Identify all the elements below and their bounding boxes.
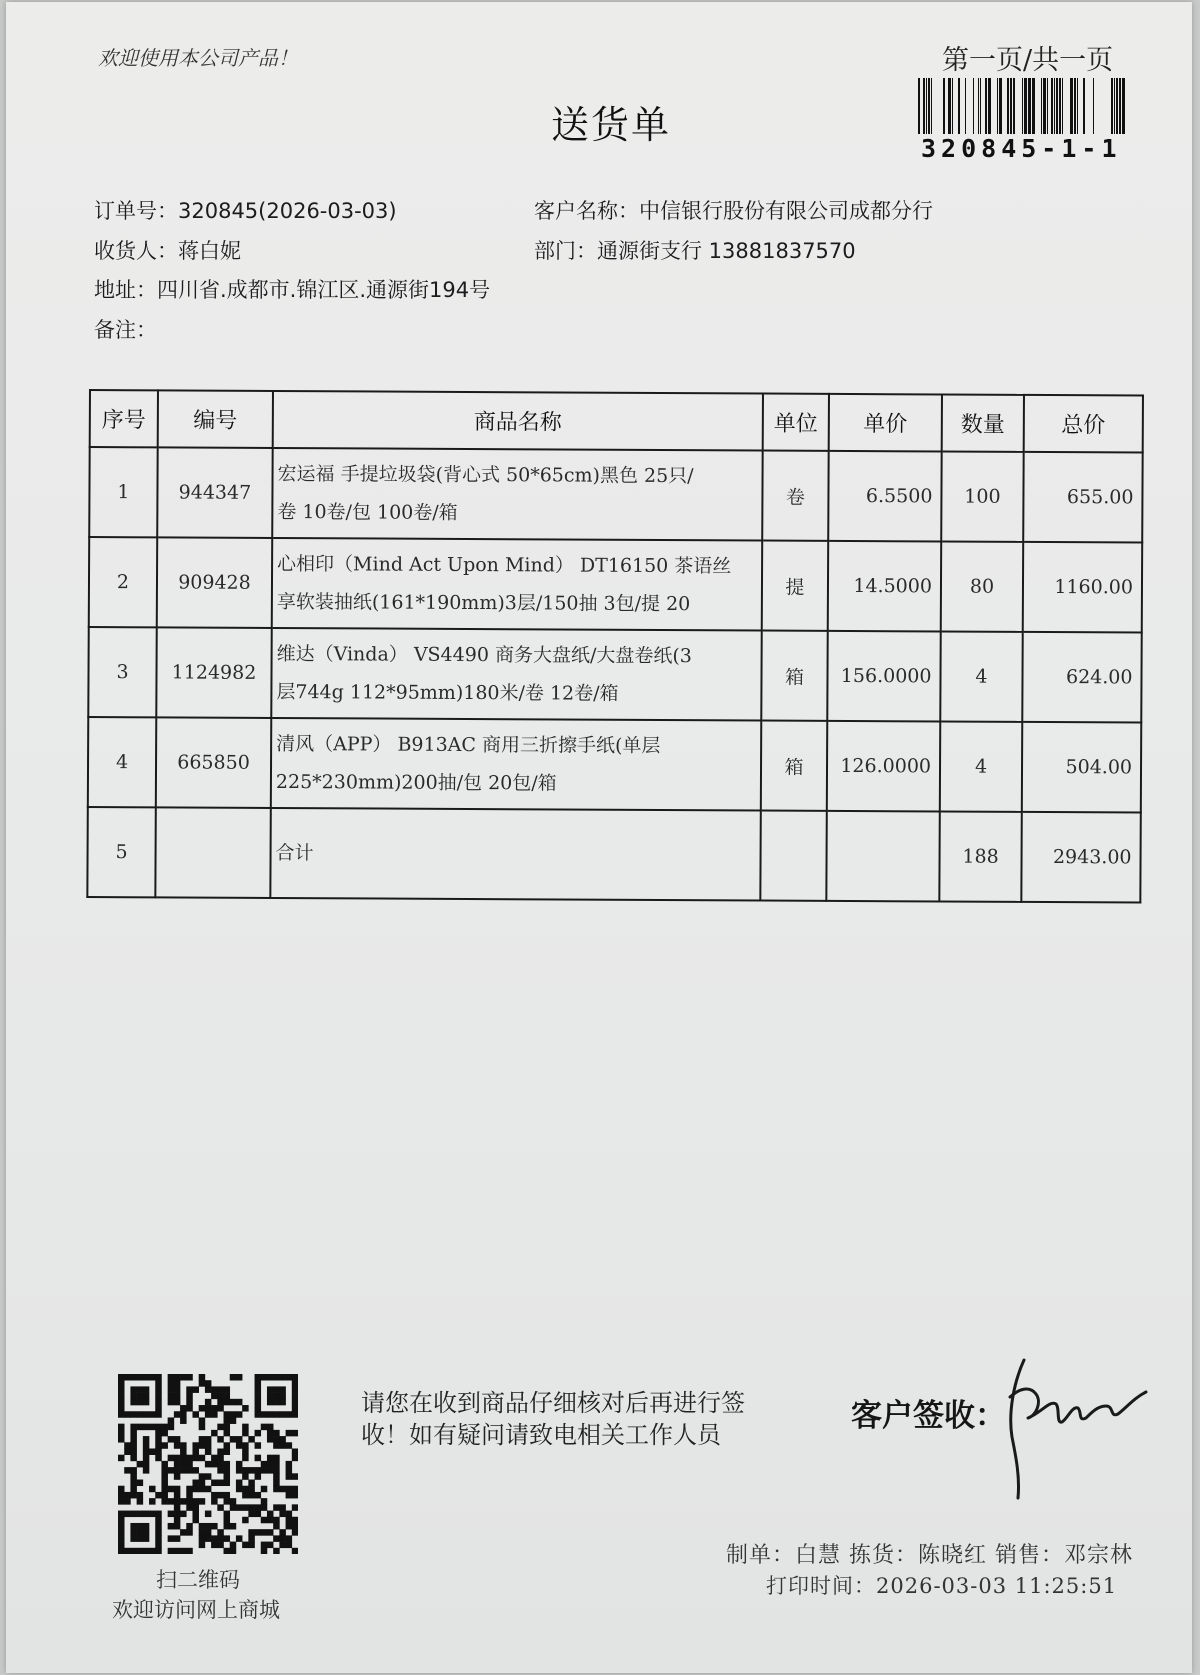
header-total: 总价 xyxy=(1024,395,1143,453)
product-name-line-1: 维达（Vinda） VS4490 商务大盘纸/大盘卷纸(3 xyxy=(276,642,692,668)
header-quantity: 数量 xyxy=(942,394,1024,451)
cell-code: 665850 xyxy=(156,717,271,808)
header-code: 编号 xyxy=(158,390,273,448)
product-name-line-2: 225*230mm)200抽/包 20包/箱 xyxy=(275,770,557,795)
cell-unit-price: 156.0000 xyxy=(827,631,940,722)
table-row xyxy=(89,537,1142,633)
cell-code xyxy=(155,807,270,898)
customer-signature-label: 客户签收： xyxy=(851,1398,1006,1434)
cell-unit: 箱 xyxy=(761,631,827,721)
cell-total: 655.00 xyxy=(1023,452,1142,543)
product-name-line-1: 宏运福 手提垃圾袋(背心式 50*65cm)黑色 25只/ xyxy=(277,462,694,488)
cell-total: 504.00 xyxy=(1022,722,1141,813)
page-indicator: 第一页/共一页 xyxy=(942,45,1114,76)
qr-code-icon xyxy=(118,1374,298,1554)
cell-product-name xyxy=(272,448,762,541)
receipt-notice: 请您在收到商品仔细核对后再进行签收！如有疑问请致电相关工作人员 xyxy=(361,1389,745,1449)
department: 部门：通源街支行 13881837570 xyxy=(534,239,856,263)
header-product-name: 商品名称 xyxy=(273,391,763,451)
cell-unit-price xyxy=(826,811,939,902)
table-header-row xyxy=(90,390,1143,453)
cell-seq: 1 xyxy=(89,447,157,537)
cell-product-name xyxy=(271,628,761,721)
staff-info: 制单：白慧 拣货：陈晓红 销售：邓宗林 xyxy=(726,1543,1133,1568)
product-name-line-2: 卷 10卷/包 100卷/箱 xyxy=(277,500,458,524)
cell-total-label xyxy=(270,808,760,901)
cell-unit: 箱 xyxy=(761,721,827,811)
table-row xyxy=(88,717,1141,813)
customer-name: 客户名称：中信银行股份有限公司成都分行 xyxy=(534,199,933,223)
delivery-address: 地址：四川省.成都市.锦江区.通源街194号 xyxy=(94,278,491,302)
cell-total: 1160.00 xyxy=(1023,542,1142,633)
qr-caption-store: 欢迎访问网上商城 xyxy=(112,1598,280,1622)
cell-seq: 5 xyxy=(87,807,155,897)
table-row xyxy=(88,627,1141,723)
receiver-name: 收货人：蒋白妮 xyxy=(94,239,241,263)
cell-product-name xyxy=(272,538,762,631)
cell-quantity: 4 xyxy=(940,631,1022,721)
cell-seq: 2 xyxy=(89,537,157,627)
cell-quantity: 100 xyxy=(941,451,1023,541)
qr-caption: 扫二维码 xyxy=(156,1568,240,1592)
header-seq: 序号 xyxy=(90,390,158,447)
print-time: 打印时间：2026-03-03 11:25:51 xyxy=(766,1574,1118,1598)
table-row-total xyxy=(87,807,1140,903)
remark: 备注： xyxy=(94,318,157,342)
product-name-line-2: 层744g 112*95mm)180米/卷 12卷/箱 xyxy=(276,680,619,705)
cell-total: 624.00 xyxy=(1022,632,1141,723)
cell-product-name xyxy=(271,718,761,811)
product-name-line-2: 享软装抽纸(161*190mm)3层/150抽 3包/提 20 xyxy=(276,590,691,616)
cell-code: 909428 xyxy=(157,537,272,628)
cell-unit xyxy=(760,811,826,901)
header-unit-price: 单价 xyxy=(829,394,942,452)
handwritten-signature xyxy=(1006,1352,1156,1502)
cell-quantity: 4 xyxy=(940,721,1022,811)
header-unit: 单位 xyxy=(763,394,829,451)
cell-unit-price: 6.5500 xyxy=(828,451,941,542)
welcome-text: 欢迎使用本公司产品！ xyxy=(98,46,298,70)
cell-seq: 4 xyxy=(88,717,156,807)
cell-unit: 提 xyxy=(762,541,828,631)
cell-unit-price: 14.5000 xyxy=(828,541,941,632)
cell-unit-price: 126.0000 xyxy=(827,721,940,812)
delivery-note-paper xyxy=(6,2,1192,1673)
cell-code: 1124982 xyxy=(156,627,271,718)
items-table xyxy=(86,389,1144,904)
cell-code: 944347 xyxy=(157,447,272,538)
cell-unit: 卷 xyxy=(762,451,828,541)
order-number: 订单号：320845(2026-03-03) xyxy=(94,199,397,223)
barcode-number: 320845-1-1 xyxy=(921,134,1122,163)
barcode-icon xyxy=(918,78,1130,134)
cell-seq: 3 xyxy=(88,627,156,717)
cell-quantity: 80 xyxy=(941,541,1023,631)
product-name-line-1: 清风（APP） B913AC 商用三折擦手纸(单层 xyxy=(276,732,661,757)
cell-total-quantity: 188 xyxy=(939,811,1021,901)
total-label: 合计 xyxy=(275,841,314,865)
document-title: 送货单 xyxy=(551,103,672,147)
table-row xyxy=(89,447,1142,543)
cell-grand-total: 2943.00 xyxy=(1021,812,1140,903)
product-name-line-1: 心相印（Mind Act Upon Mind） DT16150 茶语丝 xyxy=(277,552,732,578)
